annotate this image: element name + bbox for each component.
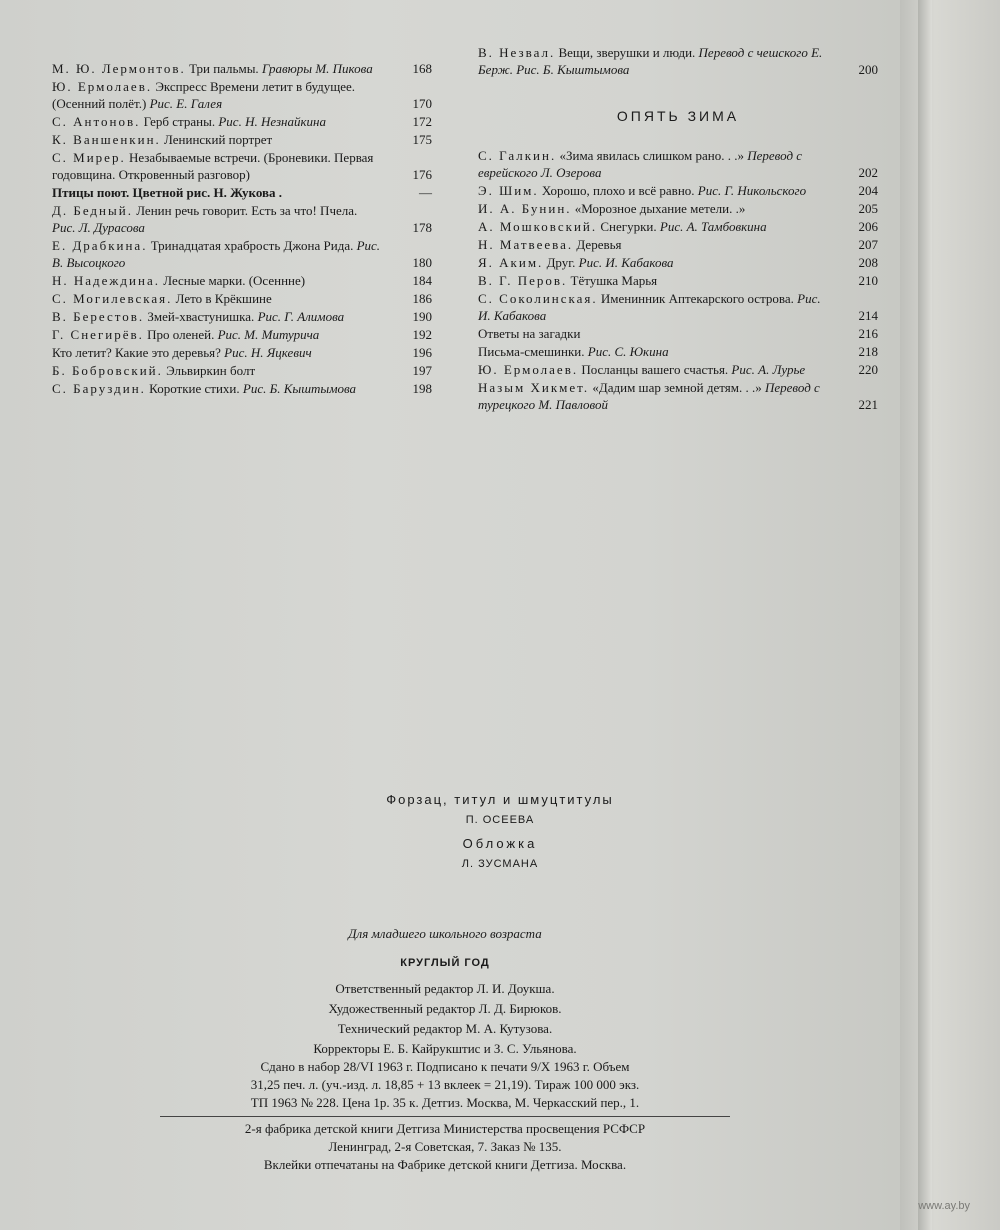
toc-entry <box>52 308 432 325</box>
toc-author: Назым Хикмет. <box>478 380 590 395</box>
toc-entry <box>478 200 878 217</box>
toc-page-number: 168 <box>412 61 432 76</box>
toc-illustrator: Рис. Н. Незнайкина <box>218 114 326 129</box>
toc-right-list <box>478 147 878 413</box>
toc-entry <box>52 344 432 361</box>
toc-title: Незабываемые встречи. (Броневики. Первая годовщина. Откровенный разговор) <box>52 150 374 182</box>
toc-entry-text <box>52 60 382 77</box>
toc-illustrator: Рис. Е. Галея <box>149 96 223 111</box>
toc-author: И. А. Бунин. <box>478 201 572 216</box>
toc-page-number: 210 <box>858 273 878 288</box>
imprint-factory-line-3: Вклейки отпечатаны на Фабрике детской книги Детгиза. Москва. <box>263 1157 627 1172</box>
toc-title: Кто летит? Какие это деревья? <box>52 345 221 360</box>
toc-author: В. Г. Перов. <box>478 273 568 288</box>
toc-title: Лето в Крёкшине <box>175 291 272 306</box>
toc-title: Змей-хвастунишка. <box>147 309 255 324</box>
toc-illustrator: Рис. А. Лурье <box>731 362 806 377</box>
imprint-tech-editor: Технический редактор М. А. Кутузова. <box>337 1021 553 1036</box>
toc-page-number: 202 <box>858 165 878 180</box>
toc-entry-text <box>52 149 382 183</box>
watermark: www.ay.by <box>918 1200 970 1212</box>
toc-illustrator: Рис. Г. Никольского <box>697 183 807 198</box>
toc-entry <box>52 184 432 201</box>
toc-page-number: 196 <box>412 345 432 360</box>
toc-entry-text <box>478 236 828 253</box>
toc-page-number: 206 <box>858 219 878 234</box>
toc-entry-text <box>478 147 828 181</box>
toc-illustrator: Рис. И. Кабакова <box>478 291 821 323</box>
toc-entry <box>478 147 878 181</box>
toc-title: Снегурки. <box>600 219 657 234</box>
toc-author: Н. Надеждина. <box>52 273 160 288</box>
toc-illustrator: Рис. И. Кабакова <box>578 255 674 270</box>
toc-author: М. Ю. Лермонтов. <box>52 61 186 76</box>
toc-title: Птицы поют. Цветной рис. Н. Жукова . <box>52 185 283 200</box>
toc-author: Ю. Ермолаев. <box>52 79 153 94</box>
toc-author: Н. Матвеева. <box>478 237 574 252</box>
toc-entry-text <box>52 113 382 130</box>
toc-entry-text <box>478 290 828 324</box>
toc-title: Экспресс Времени летит в будущее. (Осенний полёт.) <box>52 79 356 111</box>
toc-title: Про оленей. <box>147 327 215 342</box>
credit-endpapers: Форзац, титул и шмуцтитулы <box>386 792 614 807</box>
toc-entry <box>52 78 432 112</box>
toc-author: Г. Снегирёв. <box>52 327 144 342</box>
toc-entry-text <box>478 361 828 378</box>
toc-author: В. Берестов. <box>52 309 145 324</box>
toc-entry-text <box>478 343 828 360</box>
toc-author: С. Мирер. <box>52 150 126 165</box>
toc-illustrator: Перевод с турецкого М. Павловой <box>478 380 820 412</box>
toc-author: С. Соколинская. <box>478 291 598 306</box>
toc-author: С. Антонов. <box>52 114 141 129</box>
toc-entry <box>52 237 432 271</box>
toc-page-number: 178 <box>412 220 432 235</box>
toc-page-number: 170 <box>412 96 432 111</box>
toc-title: Именинник Аптекарского острова. <box>600 291 794 306</box>
toc-entry <box>52 202 432 236</box>
toc-title: Ленинский портрет <box>164 132 273 147</box>
toc-entry-text <box>52 131 382 148</box>
toc-illustrator: Рис. В. Высоцкого <box>52 238 381 270</box>
credit-endpapers-artist: П. ОСЕЕВА <box>465 814 535 826</box>
toc-entry <box>478 272 878 289</box>
toc-illustrator: Гравюры М. Пикова <box>261 61 373 76</box>
toc-page-number: 221 <box>858 397 878 412</box>
section-title: ОПЯТЬ ЗИМА <box>616 108 740 124</box>
toc-entry-text <box>52 78 382 112</box>
toc-author: Е. Драбкина. <box>52 238 148 253</box>
toc-page-number: 197 <box>412 363 432 378</box>
imprint-editor: Ответственный редактор Л. И. Доукша. <box>335 981 555 996</box>
toc-entry-text <box>478 182 828 199</box>
toc-page-number: 208 <box>858 255 878 270</box>
toc-entry <box>478 182 878 199</box>
toc-author: Ю. Ермолаев. <box>478 362 579 377</box>
toc-author: В. Незвал. <box>478 45 556 60</box>
page-edge-shadow <box>918 0 932 1230</box>
toc-entry <box>52 362 432 379</box>
toc-title: Ответы на загадки <box>478 326 581 341</box>
toc-illustrator: Рис. М. Митурича <box>217 327 320 342</box>
toc-right-top <box>478 44 878 78</box>
toc-title: Три пальмы. <box>189 61 259 76</box>
toc-illustrator: Рис. С. Юкина <box>587 344 669 359</box>
toc-author: Д. Бедный. <box>52 203 133 218</box>
toc-author: С. Галкин. <box>478 148 557 163</box>
toc-entry-text <box>52 380 382 397</box>
toc-illustrator: Рис. Б. Кыштымова <box>242 381 357 396</box>
toc-entry <box>478 361 878 378</box>
toc-page-number: 204 <box>858 183 878 198</box>
toc-page-number: 218 <box>858 344 878 359</box>
credit-cover-artist: Л. ЗУСМАНА <box>461 858 539 870</box>
toc-title: Деревья <box>576 237 622 252</box>
toc-author: Э. Шим. <box>478 183 539 198</box>
imprint-factory-line-1: 2-я фабрика детской книги Детгиза Министерства просвещения РСФСР <box>244 1121 646 1136</box>
toc-illustrator: Перевод с еврейского Л. Озерова <box>478 148 803 180</box>
toc-page-number: 198 <box>412 381 432 396</box>
toc-entry <box>478 343 878 360</box>
toc-entry-text <box>478 379 828 413</box>
toc-page-number: 214 <box>858 308 878 323</box>
toc-page-number: 172 <box>412 114 432 129</box>
imprint-print-line-2: 31,25 печ. л. (уч.-изд. л. 18,85 + 13 вклеек = 21,19). Тираж 100 000 экз. <box>250 1077 640 1092</box>
book-title: КРУГЛЫЙ ГОД <box>400 957 490 969</box>
toc-title: Эльвиркин болт <box>166 363 256 378</box>
imprint-art-editor: Художественный редактор Л. Д. Бирюков. <box>328 1001 562 1016</box>
toc-entry-text <box>52 290 382 307</box>
imprint-divider <box>160 1116 730 1117</box>
imprint-print-line-1: Сдано в набор 28/VI 1963 г. Подписано к печати 9/X 1963 г. Объем <box>260 1059 630 1074</box>
toc-entry-text <box>52 272 382 289</box>
toc-entry-text <box>52 237 382 271</box>
toc-illustrator: Рис. Г. Алимова <box>257 309 345 324</box>
toc-entry-text <box>478 254 828 271</box>
imprint-correctors: Корректоры Е. Б. Кайрукштис и З. С. Ульянова. <box>313 1041 577 1056</box>
toc-page-number: 180 <box>412 255 432 270</box>
toc-left-column <box>52 60 432 398</box>
toc-page-number: 190 <box>412 309 432 324</box>
toc-author: С. Баруздин. <box>52 381 146 396</box>
toc-title: Друг. <box>546 255 576 270</box>
imprint-factory-line-2: Ленинград, 2-я Советская, 7. Заказ № 135. <box>328 1139 562 1154</box>
toc-author: Б. Бобровский. <box>52 363 163 378</box>
toc-entry-text <box>52 344 382 361</box>
toc-page-number: 220 <box>858 362 878 377</box>
toc-author: А. Мошковский. <box>478 219 598 234</box>
toc-title: «Морозное дыхание метели. .» <box>574 201 746 216</box>
credit-cover: Обложка <box>462 836 538 851</box>
imprint-print-line-3: ТП 1963 № 228. Цена 1р. 35 к. Детгиз. Москва, М. Черкасский пер., 1. <box>250 1095 640 1110</box>
toc-entry <box>52 290 432 307</box>
toc-entry-text <box>478 272 828 289</box>
toc-entry-text <box>52 184 382 201</box>
toc-page-number: 216 <box>858 326 878 341</box>
toc-page-number: 200 <box>858 62 878 77</box>
toc-entry-text <box>478 325 828 342</box>
toc-entry <box>52 60 432 77</box>
toc-page-number: 176 <box>412 167 432 182</box>
toc-entry <box>52 380 432 397</box>
toc-page-number: 184 <box>412 273 432 288</box>
toc-entry <box>52 272 432 289</box>
toc-title: «Дадим шар земной детям. . .» <box>592 380 762 395</box>
toc-page-number: 175 <box>412 132 432 147</box>
toc-illustrator: Рис. Л. Дурасова <box>52 220 145 235</box>
toc-entry-text <box>52 326 382 343</box>
page-edge <box>900 0 1000 1230</box>
toc-author: К. Ваншенкин. <box>52 132 161 147</box>
toc-entry-text <box>52 202 382 236</box>
toc-entry <box>52 149 432 183</box>
toc-page-number: 192 <box>412 327 432 342</box>
toc-entry <box>478 290 878 324</box>
toc-title: Письма-смешинки. <box>478 344 585 359</box>
toc-illustrator: Рис. А. Тамбовкина <box>659 219 767 234</box>
toc-entry-text <box>478 44 828 78</box>
toc-right-column <box>478 44 878 414</box>
toc-entry <box>52 113 432 130</box>
toc-page-number: 186 <box>412 291 432 306</box>
toc-page-number: — <box>419 185 432 200</box>
toc-entry-text <box>478 200 828 217</box>
toc-entry <box>478 254 878 271</box>
toc-entry <box>52 131 432 148</box>
toc-title: Лесные марки. (Осеннне) <box>163 273 306 288</box>
toc-title: Тётушка Марья <box>570 273 658 288</box>
toc-entry-text <box>52 308 382 325</box>
toc-entry <box>478 236 878 253</box>
toc-page-number: 205 <box>858 201 878 216</box>
toc-author: Я. Аким. <box>478 255 544 270</box>
toc-entry <box>478 379 878 413</box>
toc-title: Посланцы вашего счастья. <box>581 362 729 377</box>
toc-page-number: 207 <box>858 237 878 252</box>
toc-entry <box>478 44 878 78</box>
toc-illustrator: Перевод с чешского Е. Берж. Рис. Б. Кыштымова <box>478 45 823 77</box>
toc-title: «Зима явилась слишком рано. . .» <box>559 148 744 163</box>
toc-entry <box>52 326 432 343</box>
toc-entry <box>478 218 878 235</box>
toc-title: Вещи, зверушки и люди. <box>558 45 696 60</box>
toc-entry-text <box>478 218 828 235</box>
toc-illustrator: Рис. Н. Яцкевич <box>224 345 312 360</box>
toc-author: С. Могилевская. <box>52 291 173 306</box>
toc-entry <box>478 325 878 342</box>
toc-title: Герб страны. <box>143 114 216 129</box>
toc-title: Тринадцатая храбрость Джона Рида. <box>150 238 354 253</box>
toc-title: Хорошо, плохо и всё равно. <box>541 183 695 198</box>
toc-title: Ленин речь говорит. Есть за что! Пчела. <box>136 203 358 218</box>
toc-entry-text <box>52 362 382 379</box>
toc-title: Короткие стихи. <box>149 381 240 396</box>
age-label: Для младшего школьного возраста <box>348 926 542 941</box>
